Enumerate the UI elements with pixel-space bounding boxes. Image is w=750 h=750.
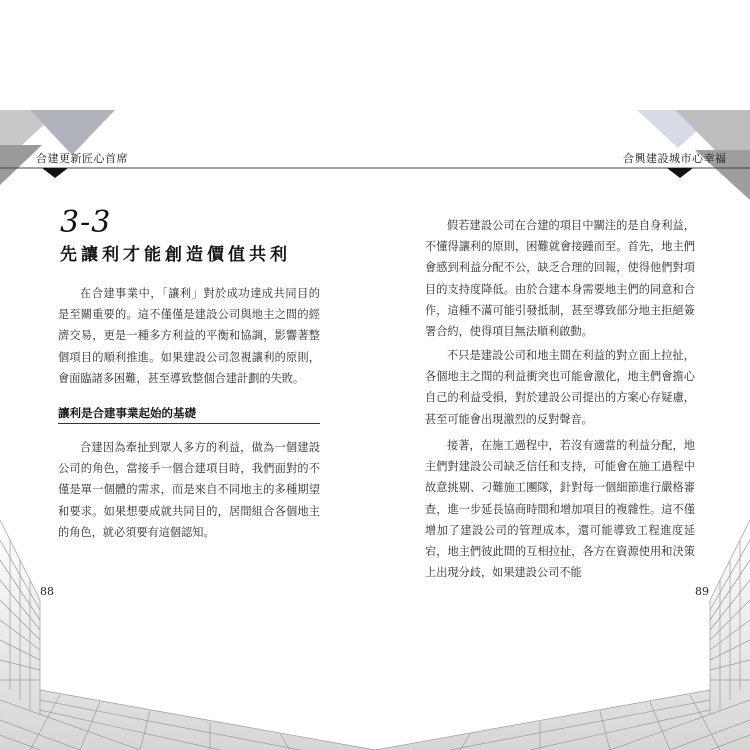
right-page-number-abs: 89	[695, 585, 709, 598]
right-paragraph-3: 接著，在施工過程中，若沒有適當的利益分配，地主們對建設公司缺乏信任和支持，可能會在施工過程中故意挑剔、刁難施工團隊，針對每一個細節進行嚴格審查，進一步延長協商時間和增加項目的複雜性。這不僅增加了建設公司的管理成本，還可能導致工程進度延宕，地主們彼此間的互相拉扯，各方在資源使用和決策上出現分歧，如果建設公司不能	[425, 439, 695, 580]
wireframe-floor-left	[0, 500, 375, 750]
section-subheading: 讓利是合建事業起始的基礎	[58, 405, 320, 424]
right-paragraph-2: 不只是建設公司和地主間在利益的對立面上拉扯，各個地主之間的利益衝突也可能會激化，地主們會擔心自己的利益受損，對於建設公司提出的方案心存疑慮，甚至可能會出現激烈的反對聲音。	[425, 349, 695, 426]
right-paragraph-1: 假若建設公司在合建的項目中關注的是自身利益，不懂得讓利的原則，困難就會接踵而至。首先，地主們會感到利益分配不公，缺乏合理的回報，使得他們對項目的支持度降低。由於合建本身需要地主們的同意和合作，這種不滿可能引發抵制，甚至導致部分地主拒絕簽署合約，使得項目無法順利啟動。	[425, 219, 695, 339]
header-decoration-right	[375, 0, 750, 200]
right-header-label-abs: 合興建設城市心幸福	[623, 152, 727, 165]
left-page-number: 88	[40, 585, 54, 598]
chapter-title: 先讓利才能創造價值共利	[60, 245, 291, 265]
chapter-number: 3-3	[60, 205, 112, 240]
left-header-label: 合建更新匠心首席	[36, 152, 128, 165]
left-paragraph-1: 在合建事業中，「讓利」對於成功達成共同目的是至關重要的。這不僅僅是建設公司與地主之間的經濟交易，更是一種多方利益的平衡和協調，影響著整個項目的順利推進。如果建設公司忽視讓利的原則，會面臨諸多困難，甚至導致整個合建計劃的失敗。	[58, 287, 320, 385]
header-decoration-left	[0, 0, 375, 200]
left-paragraph-2: 合建因為牽扯到眾人多方的利益，做為一個建設公司的角色，當接手一個合建項目時，我們面對的不僅是單一個體的需求，而是來自不同地主的多種期望和要求。如果想要成就共同目的，居間組合各個地主的角色，就必須要有這個認知。	[58, 441, 320, 539]
